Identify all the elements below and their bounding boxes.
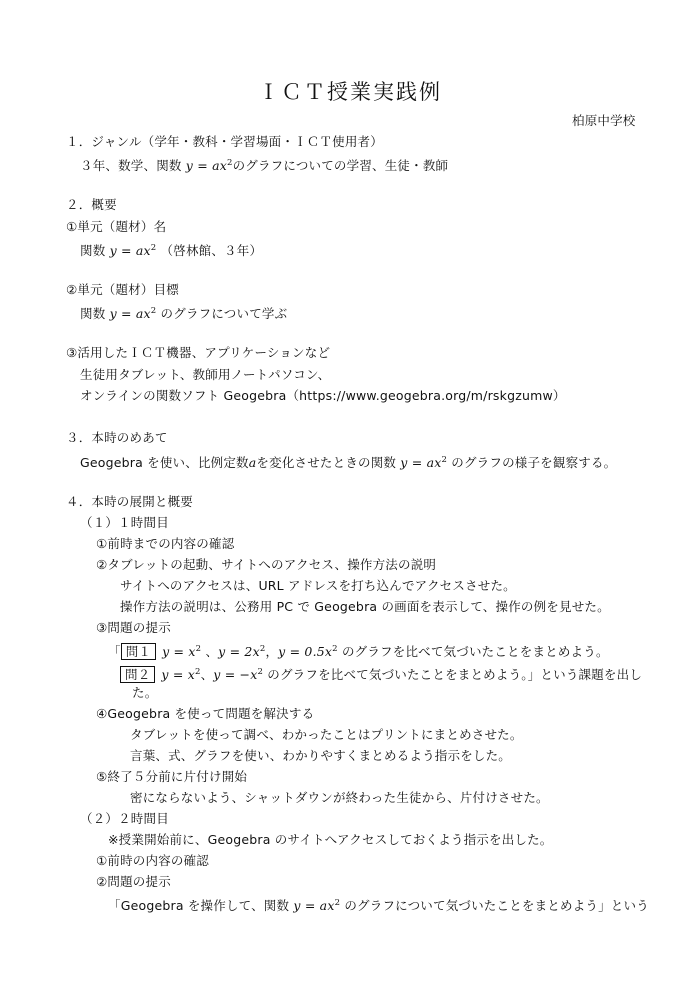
text: のグラフについて学ぶ [156, 306, 288, 321]
section-2-heading: ２．概要 [66, 197, 117, 212]
exponent: 2 [259, 644, 266, 654]
text: Geogebra を使い、比例定数 [80, 455, 249, 470]
section-3-body [80, 452, 616, 471]
text: を変化させたときの関数 [256, 455, 401, 470]
p1-item-4-detail-2: 言葉、式、グラフを使い、わかりやすくまとめるよう指示をした。 [130, 748, 512, 763]
equation [400, 455, 447, 470]
section-3-heading: ３．本時のめあて [66, 430, 168, 445]
goal-label: ②単元（題材）目標 [66, 282, 180, 297]
equation-text: y = 0.5x [278, 644, 333, 659]
section-1-heading: １．ジャンル（学年・教科・学習場面・ＩＣＴ使用者） [66, 134, 383, 149]
equation [218, 644, 265, 659]
period-2-heading: （２）２時間目 [80, 811, 169, 826]
p1-item-5-detail-1: 密にならないよう、シャットダウンが終わった生徒から、片付けさせた。 [130, 790, 549, 805]
text: のグラフの様子を観察する。 [447, 455, 617, 470]
school-name: 柏原中学校 [572, 113, 636, 128]
equation-text: y = x [162, 644, 196, 659]
exponent: 2 [332, 644, 338, 654]
p1-item-2-detail-2: 操作方法の説明は、公務用 PC で Geogebra の画面を表示して、操作の例を見せた。 [120, 599, 610, 614]
equation [161, 667, 200, 682]
p1-item-4: ④Geogebra を使って問題を解決する [96, 706, 315, 721]
equation [110, 243, 157, 258]
equation-text: y = x [161, 667, 195, 682]
p1-item-3: ③問題の提示 [96, 620, 171, 635]
question-1-box: 問１ [121, 643, 156, 660]
question-1 [108, 641, 609, 660]
tools-line-1: 生徒用タブレット、教師用ノートパソコン、 [80, 367, 331, 382]
exponent: 2 [150, 306, 157, 316]
section-1-body [80, 155, 448, 174]
question-2-continuation: た。 [132, 685, 158, 700]
p1-item-5: ⑤終了５分前に片付け開始 [96, 769, 248, 784]
p1-item-2-detail-1: サイトへのアクセスは、URL アドレスを打ち込んでアクセスさせた。 [120, 578, 516, 593]
text: 関数 [80, 306, 110, 321]
text: のグラフについての学習、生徒・教師 [232, 158, 449, 173]
equation [110, 306, 157, 321]
p2-note: ※授業開始前に、Geogebra のサイトへアクセスしておくよう指示を出した。 [108, 832, 553, 847]
p2-item-2: ②問題の提示 [96, 874, 171, 889]
page-title: ＩＣＴ授業実践例 [258, 80, 442, 104]
text: のグラフを比べて気づいたことをまとめよう。」という課題を出し [263, 667, 643, 682]
text: 「Geogebra を操作して、関数 [108, 898, 294, 913]
variable: a [248, 455, 257, 470]
unit-label: ①単元（題材）名 [66, 219, 167, 234]
question-2 [120, 664, 642, 683]
text: 「 [108, 644, 121, 659]
exponent: 2 [150, 243, 157, 253]
separator: 、 [201, 644, 219, 659]
equation-text: y = ax [109, 243, 151, 258]
text: ３年、数学、関数 [80, 158, 186, 173]
p1-item-2: ②タブレットの起動、サイトへのアクセス、操作方法の説明 [96, 557, 437, 572]
equation-text: y = ax [400, 455, 442, 470]
equation [293, 898, 340, 913]
goal-body [80, 303, 287, 322]
exponent: 2 [226, 158, 233, 168]
p1-item-1: ①前時までの内容の確認 [96, 536, 235, 551]
unit-body [80, 240, 262, 259]
text: （啓林館、３年） [156, 243, 263, 258]
p2-item-1: ①前時の内容の確認 [96, 853, 210, 868]
equation-text: y = ax [109, 306, 151, 321]
text: 関数 [80, 243, 110, 258]
question-2-box: 問２ [120, 666, 155, 683]
equation-text: y = −x [213, 667, 258, 682]
equation-text: y = ax [293, 898, 335, 913]
equation [213, 667, 263, 682]
equation [186, 158, 233, 173]
exponent: 2 [334, 898, 341, 908]
section-4-heading: ４．本時の展開と概要 [66, 494, 194, 509]
exponent: 2 [195, 644, 202, 654]
tools-line-2: オンラインの関数ソフト Geogebra（https://www.geogebra.org/m/rskgzumw） [80, 388, 566, 403]
exponent: 2 [194, 667, 201, 677]
text: のグラフを比べて気づいたことをまとめよう。 [337, 644, 609, 659]
equation [278, 644, 338, 659]
separator: 、 [200, 667, 214, 682]
tools-label: ③活用したＩＣＴ機器、アプリケーションなど [66, 345, 331, 360]
text: のグラフについて気づいたことをまとめよう」という [340, 898, 649, 913]
separator: ， [265, 644, 279, 659]
equation [162, 644, 201, 659]
exponent: 2 [441, 455, 448, 465]
p2-question [108, 895, 649, 914]
period-1-heading: （１）１時間目 [80, 515, 169, 530]
p1-item-4-detail-1: タブレットを使って調べ、わかったことはプリントにまとめさせた。 [130, 727, 523, 742]
exponent: 2 [257, 667, 264, 677]
equation-text: y = ax [185, 158, 227, 173]
equation-text: y = 2x [218, 644, 260, 659]
